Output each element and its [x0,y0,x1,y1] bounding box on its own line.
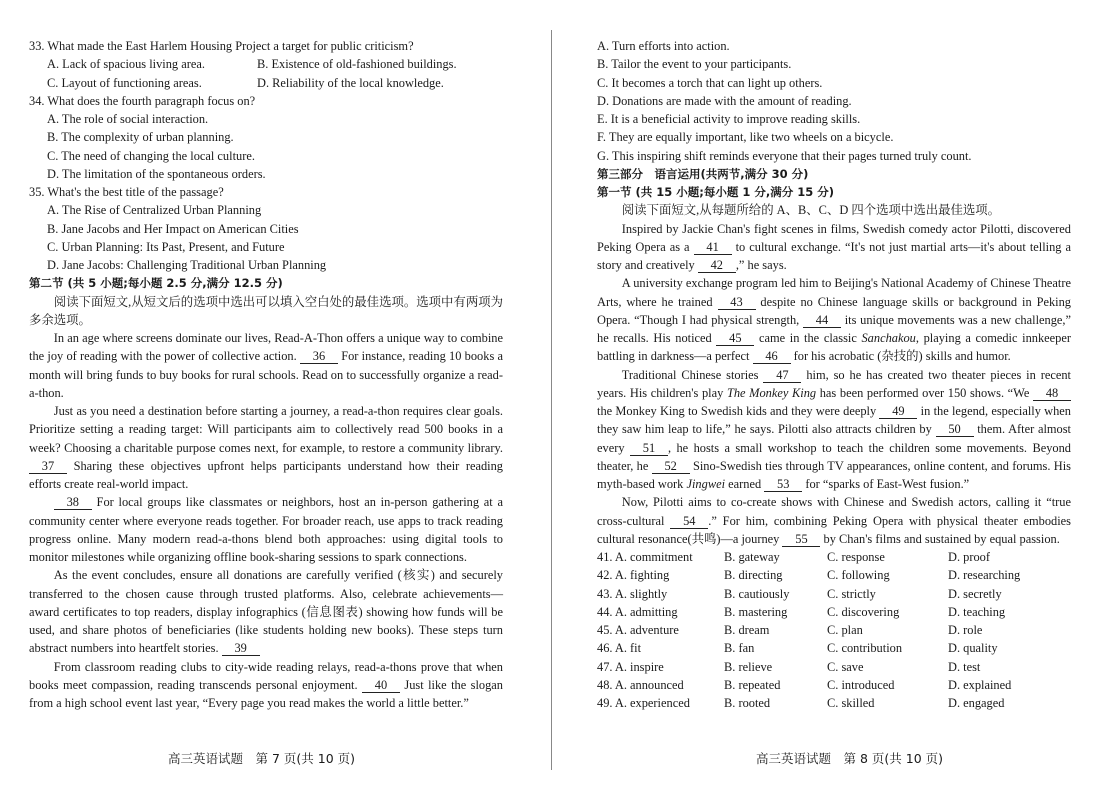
option: D. engaged [948,696,1005,710]
text-segment: them. After almost every [597,422,1071,455]
answer-blank: 44 [803,313,841,328]
text-segment: .” For him, combining Peking Opera with physical theater embodies cultural resonance(共鸣)—a journey [597,513,1071,546]
choice-option: F. They are equally important, like two wheels on a bicycle. [597,130,894,145]
italic-title: The Monkey King [726,385,817,400]
italic-title: Sanchakou [861,331,916,345]
option: D. researching [948,568,1021,583]
question-35 [29,183,503,274]
text-segment: for “sparks of East-West fusion.” [802,477,970,491]
right-page [597,37,1071,712]
text-segment: him, so he has created two theater pieces in recent years. His children's play [597,367,1071,400]
option: 46. A. fit [597,641,642,656]
option: 41. A. commitment [597,550,693,564]
option: 45. A. adventure [597,623,679,637]
page-divider [551,30,552,770]
answer-blank: 46 [753,349,791,364]
option: D. proof [948,550,990,564]
italic-title: Jingwei [686,477,726,491]
option: D. quality [948,641,998,656]
paragraph [29,402,503,493]
option: C. skilled [827,696,875,710]
answer-blank: 36 [300,349,338,364]
option-row [597,639,1071,657]
option: C. contribution [827,641,903,656]
text-segment: From classroom reading clubs to city-wide reading relays, read-a-thons prove that when books meet compassion, reading transcends personal enjoyment. [29,659,503,692]
option: C. plan [827,623,863,637]
option: 47. A. inspire [597,659,664,674]
option: C. following [827,568,890,583]
option: B. gateway [724,550,780,564]
text-segment: for his acrobatic (杂技的) skills and humor. [790,349,1011,364]
answer-blank: 51 [630,441,668,456]
question-stem: 33. What made the East Harlem Housing Project a target for public criticism? [29,39,414,53]
paragraph [597,366,1071,494]
text-segment: came in the classic [754,331,862,345]
option: B. Jane Jacobs and Her Impact on American Cities [47,221,299,236]
option: C. introduced [827,677,895,692]
option: D. The limitation of the spontaneous orders. [47,166,266,181]
text-segment: , he hosts a small workshop to teach the children some movements. Beyond theater, he [597,440,1071,473]
answer-blank: 38 [54,495,92,510]
text-segment: Just like the slogan from a high school event last year, “Every page you read makes the world a little better.” [29,677,503,710]
answer-blank: 48 [1033,386,1071,401]
option-row [597,694,1071,712]
answer-blank: 41 [694,240,732,255]
option: C. discovering [827,604,900,619]
option: 48. A. announced [597,677,684,692]
option: 43. A. slightly [597,586,668,601]
option: D. role [948,623,983,637]
text-segment: the Monkey King to Swedish kids and they were deeply [597,404,880,418]
answer-blank: 49 [879,404,917,419]
option: D. explained [948,677,1012,692]
part-header: 第三部分 语言运用(共两节,满分 30 分) [597,166,809,181]
option: C. The need of changing the local culture. [47,148,255,163]
page-footer: 高三英语试题 第 7 页(共 10 页) [168,751,356,766]
answer-blank: 42 [698,258,736,273]
text-segment: Just as you need a destination before starting a journey, a read-a-thon requires clear goals. Prioritize setting a reading target: Will participants aim to collectively read 500 books in a week? Choosing a charitable purpose comes next, for example, to restore a community library. [29,404,503,455]
text-segment: despite no Chinese language skills or background in Peking Opera. “Though I had physical strength, [597,294,1071,327]
answer-blank: 47 [763,368,801,383]
paragraph [29,493,503,566]
answer-blank: 50 [936,422,974,437]
text-segment: For local groups like classmates or neighbors, host an in-person gathering at a community center where everyone reads together. For broader reach, use apps to track reading progress online. Many modern read-a-thons blend both approaches: using digital tools to monitor milestones while organizing offline book-sharing sessions to spark connections. [29,495,503,564]
text-segment: to cultural exchange. “It's not just martial arts—it's about telling a story and creatively [597,239,1072,272]
question-34 [29,92,503,183]
page-footer: 高三英语试题 第 8 页(共 10 页) [756,751,944,766]
text-segment: its unique movements was a new challenge,” he recalls. His noticed [597,312,1072,345]
option: B. mastering [724,604,788,619]
option: D. test [948,659,981,674]
paragraph [29,566,503,657]
options-table [597,548,1071,712]
answer-blank: 39 [222,641,260,656]
option: C. strictly [827,586,876,601]
text-segment: by Chan's films and sustained by equal passion. [820,531,1060,546]
paragraph [597,274,1071,365]
text-segment: has been performed over 150 shows. “We [816,385,1034,400]
option: D. teaching [948,604,1006,619]
option: D. Jane Jacobs: Challenging Traditional Urban Planning [47,258,327,272]
option: B. dream [724,623,770,637]
option: B. relieve [724,659,773,674]
paragraph [29,329,503,402]
option: D. Reliability of the local knowledge. [257,75,444,90]
option: 49. A. experienced [597,696,690,710]
choice-option: A. Turn efforts into action. [597,39,730,53]
answer-blank: 52 [652,459,690,474]
passage [597,220,1071,549]
paragraph [597,220,1071,275]
answer-blank: 54 [670,514,708,529]
answer-blank: 45 [716,331,754,346]
answer-blank: 43 [718,295,756,310]
option: C. response [827,550,885,564]
option-row [597,658,1071,676]
option: B. Existence of old-fashioned buildings. [257,57,457,72]
text-segment: Inspired by Jackie Chan's fight scenes in films, Swedish comedy actor Pilotti, discovered Peking Opera as a [597,221,1071,254]
paragraph [597,493,1071,548]
option: B. cautiously [724,586,790,601]
text-segment: Sino-Swedish ties through TV appearances, online content, and forums. His myth-based work [597,458,1071,491]
text-segment: ,” he says. [735,258,787,272]
text-segment: A university exchange program led him to Beijing's National Academy of Chinese Theatre Arts, where he trained [597,276,1071,309]
text-segment: Now, Pilotti aims to co-create shows with Chinese and Swedish actors, calling it “true cross-cultural [597,495,1071,528]
option: D. secretly [948,586,1002,601]
option: B. directing [724,568,783,583]
choice-option: C. It becomes a torch that can light up others. [597,75,823,90]
option-row [597,548,1071,566]
answer-blank: 53 [764,477,802,492]
text-segment: in the legend, especially when they saw him leap to life,” he says. Pilotti also attracts children by [597,404,1071,437]
choice-option: E. It is a beneficial activity to improve reading skills. [597,112,861,126]
option-row [597,676,1071,694]
question-33 [29,37,503,92]
option-row [597,603,1071,621]
answer-blank: 55 [782,532,820,547]
option: B. fan [724,641,755,656]
choice-option: G. This inspiring shift reminds everyone that their pages turned truly count. [597,148,972,163]
text-segment: For instance, reading 10 books a month will bring funds to buy books for rural schools. Read on to successfully organize a read-a-thon. [29,349,504,400]
passage [29,329,503,712]
question-stem: 34. What does the fourth paragraph focus on? [29,93,256,108]
text-segment: , playing a comedic innkeeper battling in darkness—a perfect [597,331,1071,364]
text-segment: Traditional Chinese stories [621,367,764,382]
text-segment: In an age where screens dominate our lives, Read-A-Thon offers a unique way to combine the joy of reading with the power of collective action. [29,331,503,364]
choice-option: D. Donations are made with the amount of reading. [597,93,852,108]
question-stem: 35. What's the best title of the passage? [29,185,224,199]
instruction: 阅读下面短文,从每题所给的 A、B、C、D 四个选项中选出最佳选项。 [621,203,1001,218]
choice-option: B. Tailor the event to your participants. [597,57,792,72]
option: A. The role of social interaction. [47,112,209,126]
option-row [597,585,1071,603]
answer-blank: 40 [362,678,400,693]
option: B. The complexity of urban planning. [47,130,234,145]
option: C. save [827,659,864,674]
answer-blank: 37 [29,459,67,474]
option-row [597,621,1071,639]
left-page [29,37,503,712]
text-segment: As the event concludes, ensure all donations are carefully verified (核实) and securely transferred to the chosen cause through trusted platforms. Also, celebrate achievements—award certificates to top readers, display infographics (信息图表) showing how funds will be used, and share photos of beneficiaries (like students holding new books). These steps turn abstract numbers into heartfelt stories. [29,568,503,656]
option: 42. A. fighting [597,568,670,583]
option: B. rooted [724,696,771,710]
option: A. Lack of spacious living area. [47,57,205,72]
text-segment: Sharing these objectives upfront helps participants understand how their reading efforts create real-world impact. [29,458,503,491]
text-segment: earned [725,477,765,491]
option: 44. A. admitting [597,604,678,619]
section-header: 第二节 (共 5 小题;每小题 2.5 分,满分 12.5 分) [29,276,283,291]
option: C. Layout of functioning areas. [47,75,202,90]
option: A. The Rise of Centralized Urban Planning [47,203,262,218]
instruction: 阅读下面短文,从短文后的选项中选出可以填入空白处的最佳选项。选项中有两项为多余选项。 [29,294,503,327]
option: B. repeated [724,677,781,692]
option-row [597,566,1071,584]
section-header: 第一节 (共 15 小题;每小题 1 分,满分 15 分) [597,185,835,199]
option: C. Urban Planning: Its Past, Present, and Future [47,239,285,254]
choice-list [597,37,1071,165]
paragraph [29,658,503,713]
